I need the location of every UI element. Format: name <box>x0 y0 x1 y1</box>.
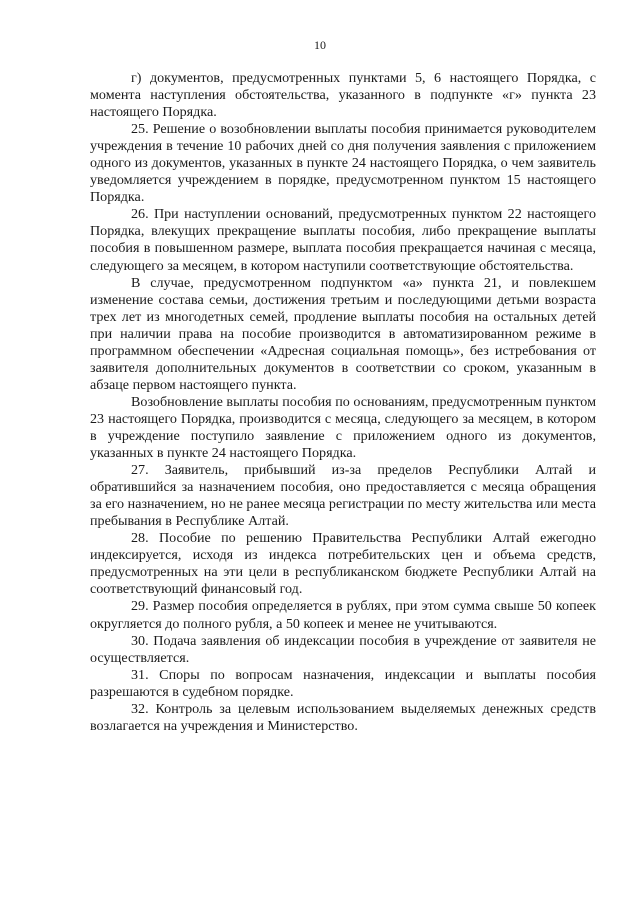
paragraph-25: 25. Решение о возобновлении выплаты пособия принимается руководителем учреждения в течение 10 рабочих дней со дня получения заявления с приложением одного из документов, указанных в пункте 24 настоящего Порядка, о чем заявитель уведомляется учреждением в порядке, предусмотренном пунктом 15 настоящего Порядка. <box>90 121 596 206</box>
paragraph-32: 32. Контроль за целевым использованием выделяемых денежных средств возлагается на учреждения и Министерство. <box>90 700 596 734</box>
paragraph-29: 29. Размер пособия определяется в рублях, при этом сумма свыше 50 копеек округляется до полного рубля, а 50 копеек и менее не учитываются. <box>90 598 596 632</box>
paragraph-28: 28. Пособие по решению Правительства Республики Алтай ежегодно индексируется, исходя из индекса потребительских цен и объема средств, предусмотренных на эти цели в республиканском бюджете Республики Алтай на соответствующий финансовый год. <box>90 530 596 598</box>
paragraph-30: 30. Подача заявления об индексации пособия в учреждение от заявителя не осуществляется. <box>90 632 596 666</box>
paragraph-26: 26. При наступлении оснований, предусмотренных пунктом 22 настоящего Порядка, влекущих прекращение выплаты пособия, либо прекращение выплаты пособия в повышенном размере, выплата пособия прекращается начиная с месяца, следующего за месяцем, в котором наступили соответствующие обстоятельства. <box>90 206 596 274</box>
document-body <box>90 70 596 735</box>
paragraph-subitem-g: г) документов, предусмотренных пунктами 5, 6 настоящего Порядка, с момента наступления обстоятельства, указанного в подпункте «г» пункта 23 настоящего Порядка. <box>90 70 596 121</box>
paragraph-26-resumption: Возобновление выплаты пособия по основаниям, предусмотренным пунктом 23 настоящего Порядка, производится с месяца, следующего за месяцем, в котором в учреждение поступило заявление с приложением одного из документов, указанных в пункте 24 настоящего Порядка. <box>90 393 596 462</box>
paragraph-27: 27. Заявитель, прибывший из-за пределов Республики Алтай и обратившийся за назначением пособия, оно предоставляется с месяца обращения за его назначением, но не ранее месяца регистрации по месту жительства или места пребывания в Республике Алтай. <box>90 462 596 530</box>
paragraph-26-case: В случае, предусмотренном подпунктом «а» пункта 21, и повлекшем изменение состава семьи, достижения третьим и последующими детьми возраста трех лет из многодетных семей, продление выплаты пособия на остальных детей при наличии права на пособие производится в автоматизированном режиме в программном обеспечении «Адресная социальная помощь», без истребования от заявителя дополнительных документов в соответствии со сроком, указанным в абзаце первом настоящего пункта. <box>90 274 596 393</box>
page-number: 10 <box>314 38 326 52</box>
paragraph-31: 31. Споры по вопросам назначения, индексации и выплаты пособия разрешаются в судебном порядке. <box>90 666 596 700</box>
